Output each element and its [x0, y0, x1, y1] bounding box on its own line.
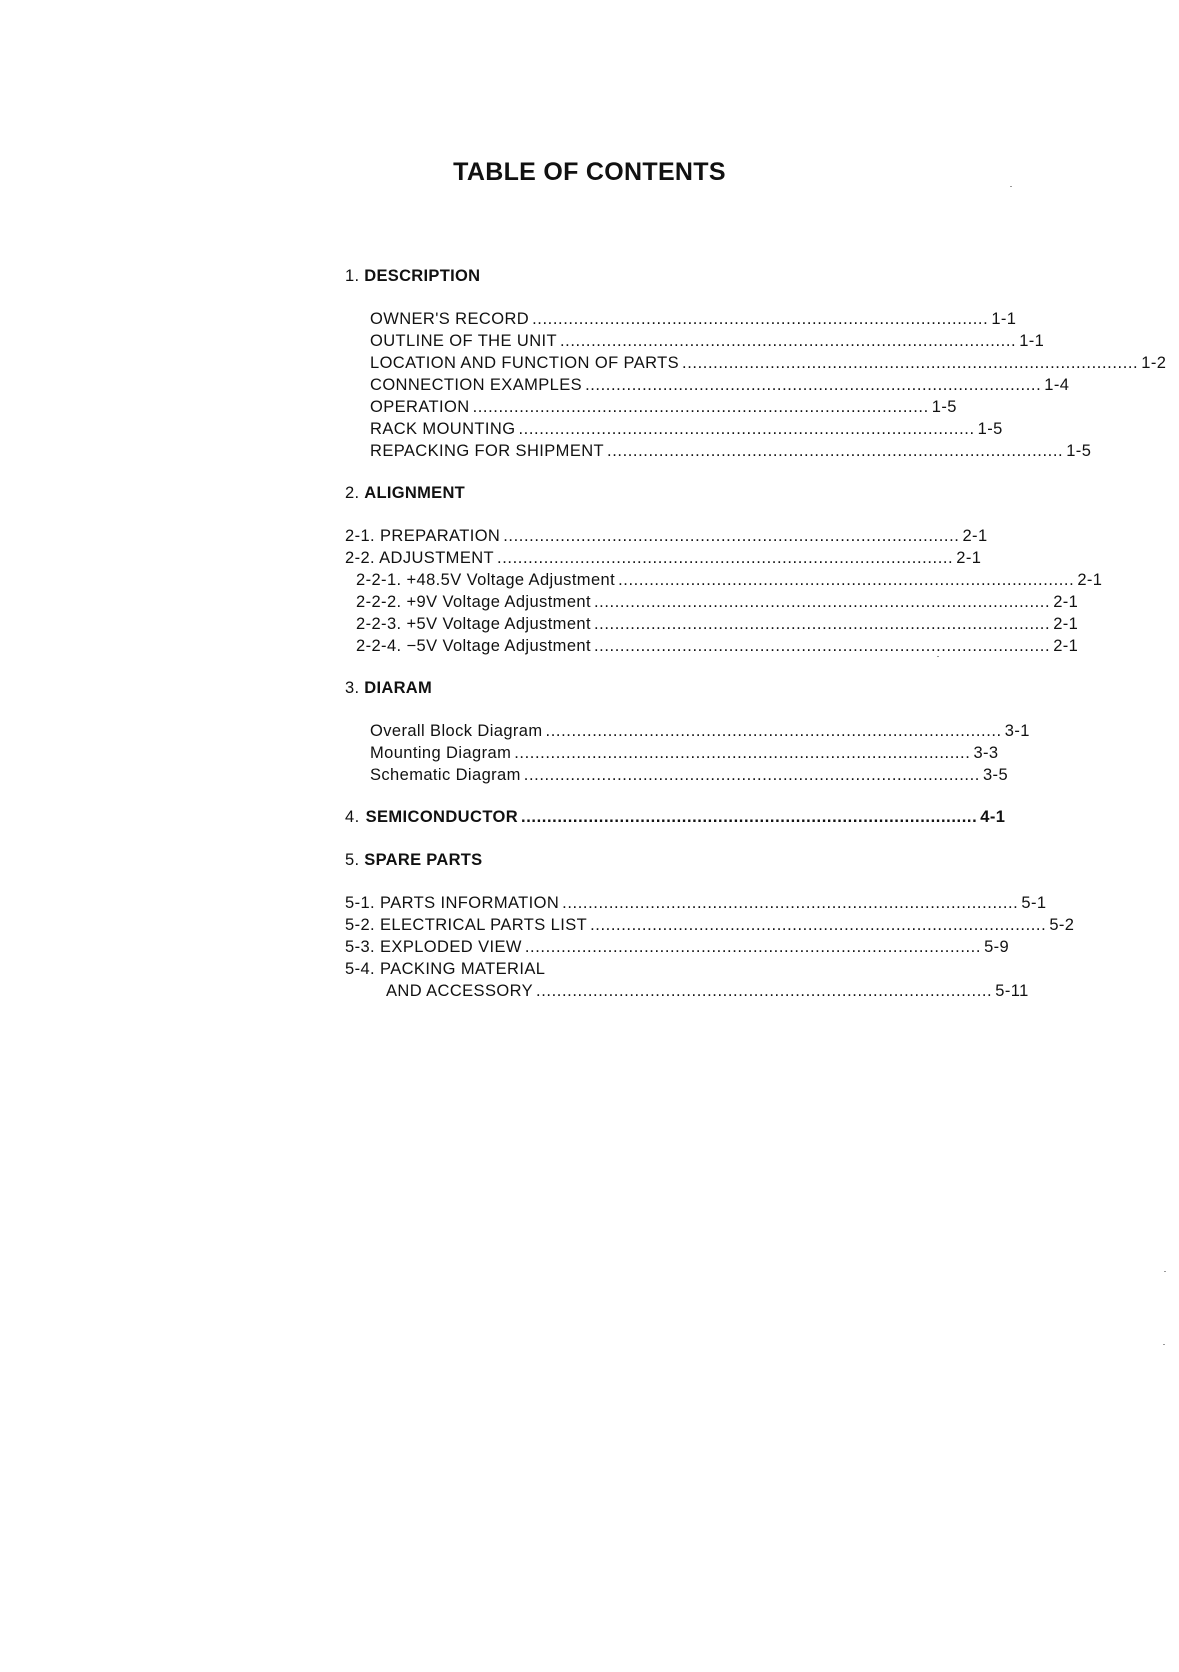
toc-entry-owners-record[interactable] [370, 308, 1017, 330]
leader-dots: ........................................................................................ [532, 310, 989, 328]
toc-entry-semiconductor[interactable] [345, 806, 1006, 828]
toc-entry-page: 1-5 [1066, 442, 1092, 460]
leader-dots: ........................................................................................ [682, 354, 1139, 372]
toc-entry-page: 2-1 [1053, 637, 1079, 655]
section-number: 2. [345, 484, 360, 502]
toc-entry-location-and-function[interactable] [370, 352, 1167, 374]
scan-speck [1010, 186, 1012, 187]
scan-speck [1163, 1344, 1165, 1345]
toc-entry-label: 5-1. PARTS INFORMATION [345, 894, 560, 912]
toc-entry-connection-examples[interactable] [370, 374, 1070, 396]
toc-entry-label: Overall Block Diagram [370, 722, 543, 740]
toc-entry-page: 1-4 [1044, 376, 1070, 394]
toc-entry-page: 5-11 [995, 982, 1029, 1000]
toc-entry-page: 2-1 [1077, 571, 1103, 589]
toc-entry-page: 3-1 [1004, 722, 1030, 740]
toc-entry-page: 2-1 [962, 527, 988, 545]
toc-entry-label: 5-4. PACKING MATERIAL [345, 960, 546, 978]
toc-entry-page: 5-2 [1049, 916, 1075, 934]
toc-entry-mounting-diagram[interactable] [370, 742, 999, 764]
toc-entry-page: 2-1 [1053, 593, 1079, 611]
leader-dots: ........................................................................................ [585, 376, 1042, 394]
toc-entry-label: 5-2. ELECTRICAL PARTS LIST [345, 916, 588, 934]
leader-dots: ........................................................................................ [607, 442, 1064, 460]
toc-entry-electrical-parts-list[interactable] [345, 914, 1075, 936]
toc-entry-page: 3-3 [973, 744, 999, 762]
toc-entry-page: 5-1 [1021, 894, 1047, 912]
toc-entry-label: 2-1. PREPARATION [345, 527, 501, 545]
toc-entry-label: 2-2. ADJUSTMENT [345, 549, 495, 567]
section-name: SPARE PARTS [364, 851, 483, 869]
toc-entry-adjustment[interactable] [345, 547, 982, 569]
leader-dots: ........................................................................................ [514, 744, 971, 762]
section-heading-description [345, 265, 480, 287]
toc-entry-page: 1-2 [1141, 354, 1167, 372]
toc-entry-repacking-for-shipment[interactable] [370, 440, 1092, 462]
toc-entry-label: OUTLINE OF THE UNIT [370, 332, 557, 350]
page-title: TABLE OF CONTENTS [453, 158, 726, 186]
leader-dots: ........................................................................................ [523, 766, 980, 784]
scan-speck [937, 656, 939, 657]
toc-entry-5v-adjustment[interactable] [356, 613, 1079, 635]
toc-entry-label: OWNER'S RECORD [370, 310, 530, 328]
toc-entry-page: 2-1 [956, 549, 982, 567]
section-heading-diagram [345, 677, 432, 699]
leader-dots: ........................................................................................ [521, 808, 978, 826]
leader-dots: ........................................................................................ [590, 916, 1047, 934]
toc-entry-9v-adjustment[interactable] [356, 591, 1079, 613]
scan-speck [1164, 1271, 1166, 1272]
section-number: 4. [345, 808, 360, 826]
toc-entry-parts-information[interactable] [345, 892, 1047, 914]
section-heading-alignment [345, 482, 465, 504]
toc-entry-minus-5v-adjustment[interactable] [356, 635, 1079, 657]
leader-dots: ........................................................................................ [545, 722, 1002, 740]
toc-entry-label: 2-2-2. +9V Voltage Adjustment [356, 593, 591, 611]
section-name: DESCRIPTION [364, 267, 481, 285]
toc-entry-page: 1-1 [1019, 332, 1045, 350]
section-name: DIARAM [364, 679, 433, 697]
toc-entry-label: 2-2-4. −5V Voltage Adjustment [356, 637, 591, 655]
toc-entry-label: 5-3. EXPLODED VIEW [345, 938, 522, 956]
leader-dots: ........................................................................................ [593, 637, 1051, 655]
toc-entry-preparation[interactable] [345, 525, 988, 547]
toc-entry-page: 1-5 [931, 398, 957, 416]
leader-dots: ........................................................................................ [518, 420, 975, 438]
leader-dots: ........................................................................................ [562, 894, 1019, 912]
section-name: SEMICONDUCTOR [365, 808, 519, 826]
leader-dots: ........................................................................................ [593, 615, 1051, 633]
leader-dots: ........................................................................................ [503, 527, 960, 545]
toc-entry-label: AND ACCESSORY [386, 982, 534, 1000]
toc-entry-label: RACK MOUNTING [370, 420, 516, 438]
toc-entry-and-accessory[interactable] [386, 980, 1029, 1002]
section-number: 3. [345, 679, 360, 697]
toc-entry-label: 2-2-1. +48.5V Voltage Adjustment [356, 571, 616, 589]
section-heading-spare-parts [345, 849, 482, 871]
toc-entry-overall-block-diagram[interactable] [370, 720, 1030, 742]
toc-entry-schematic-diagram[interactable] [370, 764, 1009, 786]
toc-entry-page: 5-9 [984, 938, 1010, 956]
toc-entry-outline-of-the-unit[interactable] [370, 330, 1045, 352]
toc-entry-label: Schematic Diagram [370, 766, 521, 784]
toc-entry-exploded-view[interactable] [345, 936, 1010, 958]
toc-entry-page: 3-5 [982, 766, 1009, 784]
toc-entry-label: LOCATION AND FUNCTION OF PARTS [370, 354, 680, 372]
toc-entry-operation[interactable] [370, 396, 957, 418]
toc-entry-packing-material[interactable] [345, 958, 817, 980]
toc-entry-label: CONNECTION EXAMPLES [370, 376, 583, 394]
section-number: 1. [345, 267, 360, 285]
toc-entry-label: REPACKING FOR SHIPMENT [370, 442, 605, 460]
toc-entry-label: 2-2-3. +5V Voltage Adjustment [356, 615, 591, 633]
section-number: 5. [345, 851, 360, 869]
leader-dots: ........................................................................................ [593, 593, 1051, 611]
section-name: ALIGNMENT [364, 484, 466, 502]
leader-dots: ........................................................................................ [559, 332, 1017, 350]
leader-dots: ........................................................................................ [497, 549, 954, 567]
toc-entry-label: OPERATION [370, 398, 470, 416]
leader-dots: ........................................................................................ [472, 398, 929, 416]
toc-entry-page: 1-1 [991, 310, 1017, 328]
leader-dots: ........................................................................................ [536, 982, 993, 1000]
toc-entry-page: 1-5 [977, 420, 1003, 438]
toc-entry-rack-mounting[interactable] [370, 418, 1003, 440]
toc-entry-page: 4-1 [980, 808, 1006, 826]
leader-dots: ........................................................................................ [524, 938, 982, 956]
toc-entry-label: Mounting Diagram [370, 744, 512, 762]
toc-entry-48v-adjustment[interactable] [356, 569, 1103, 591]
leader-dots: ........................................................................................ [618, 571, 1075, 589]
toc-entry-page: 2-1 [1053, 615, 1079, 633]
